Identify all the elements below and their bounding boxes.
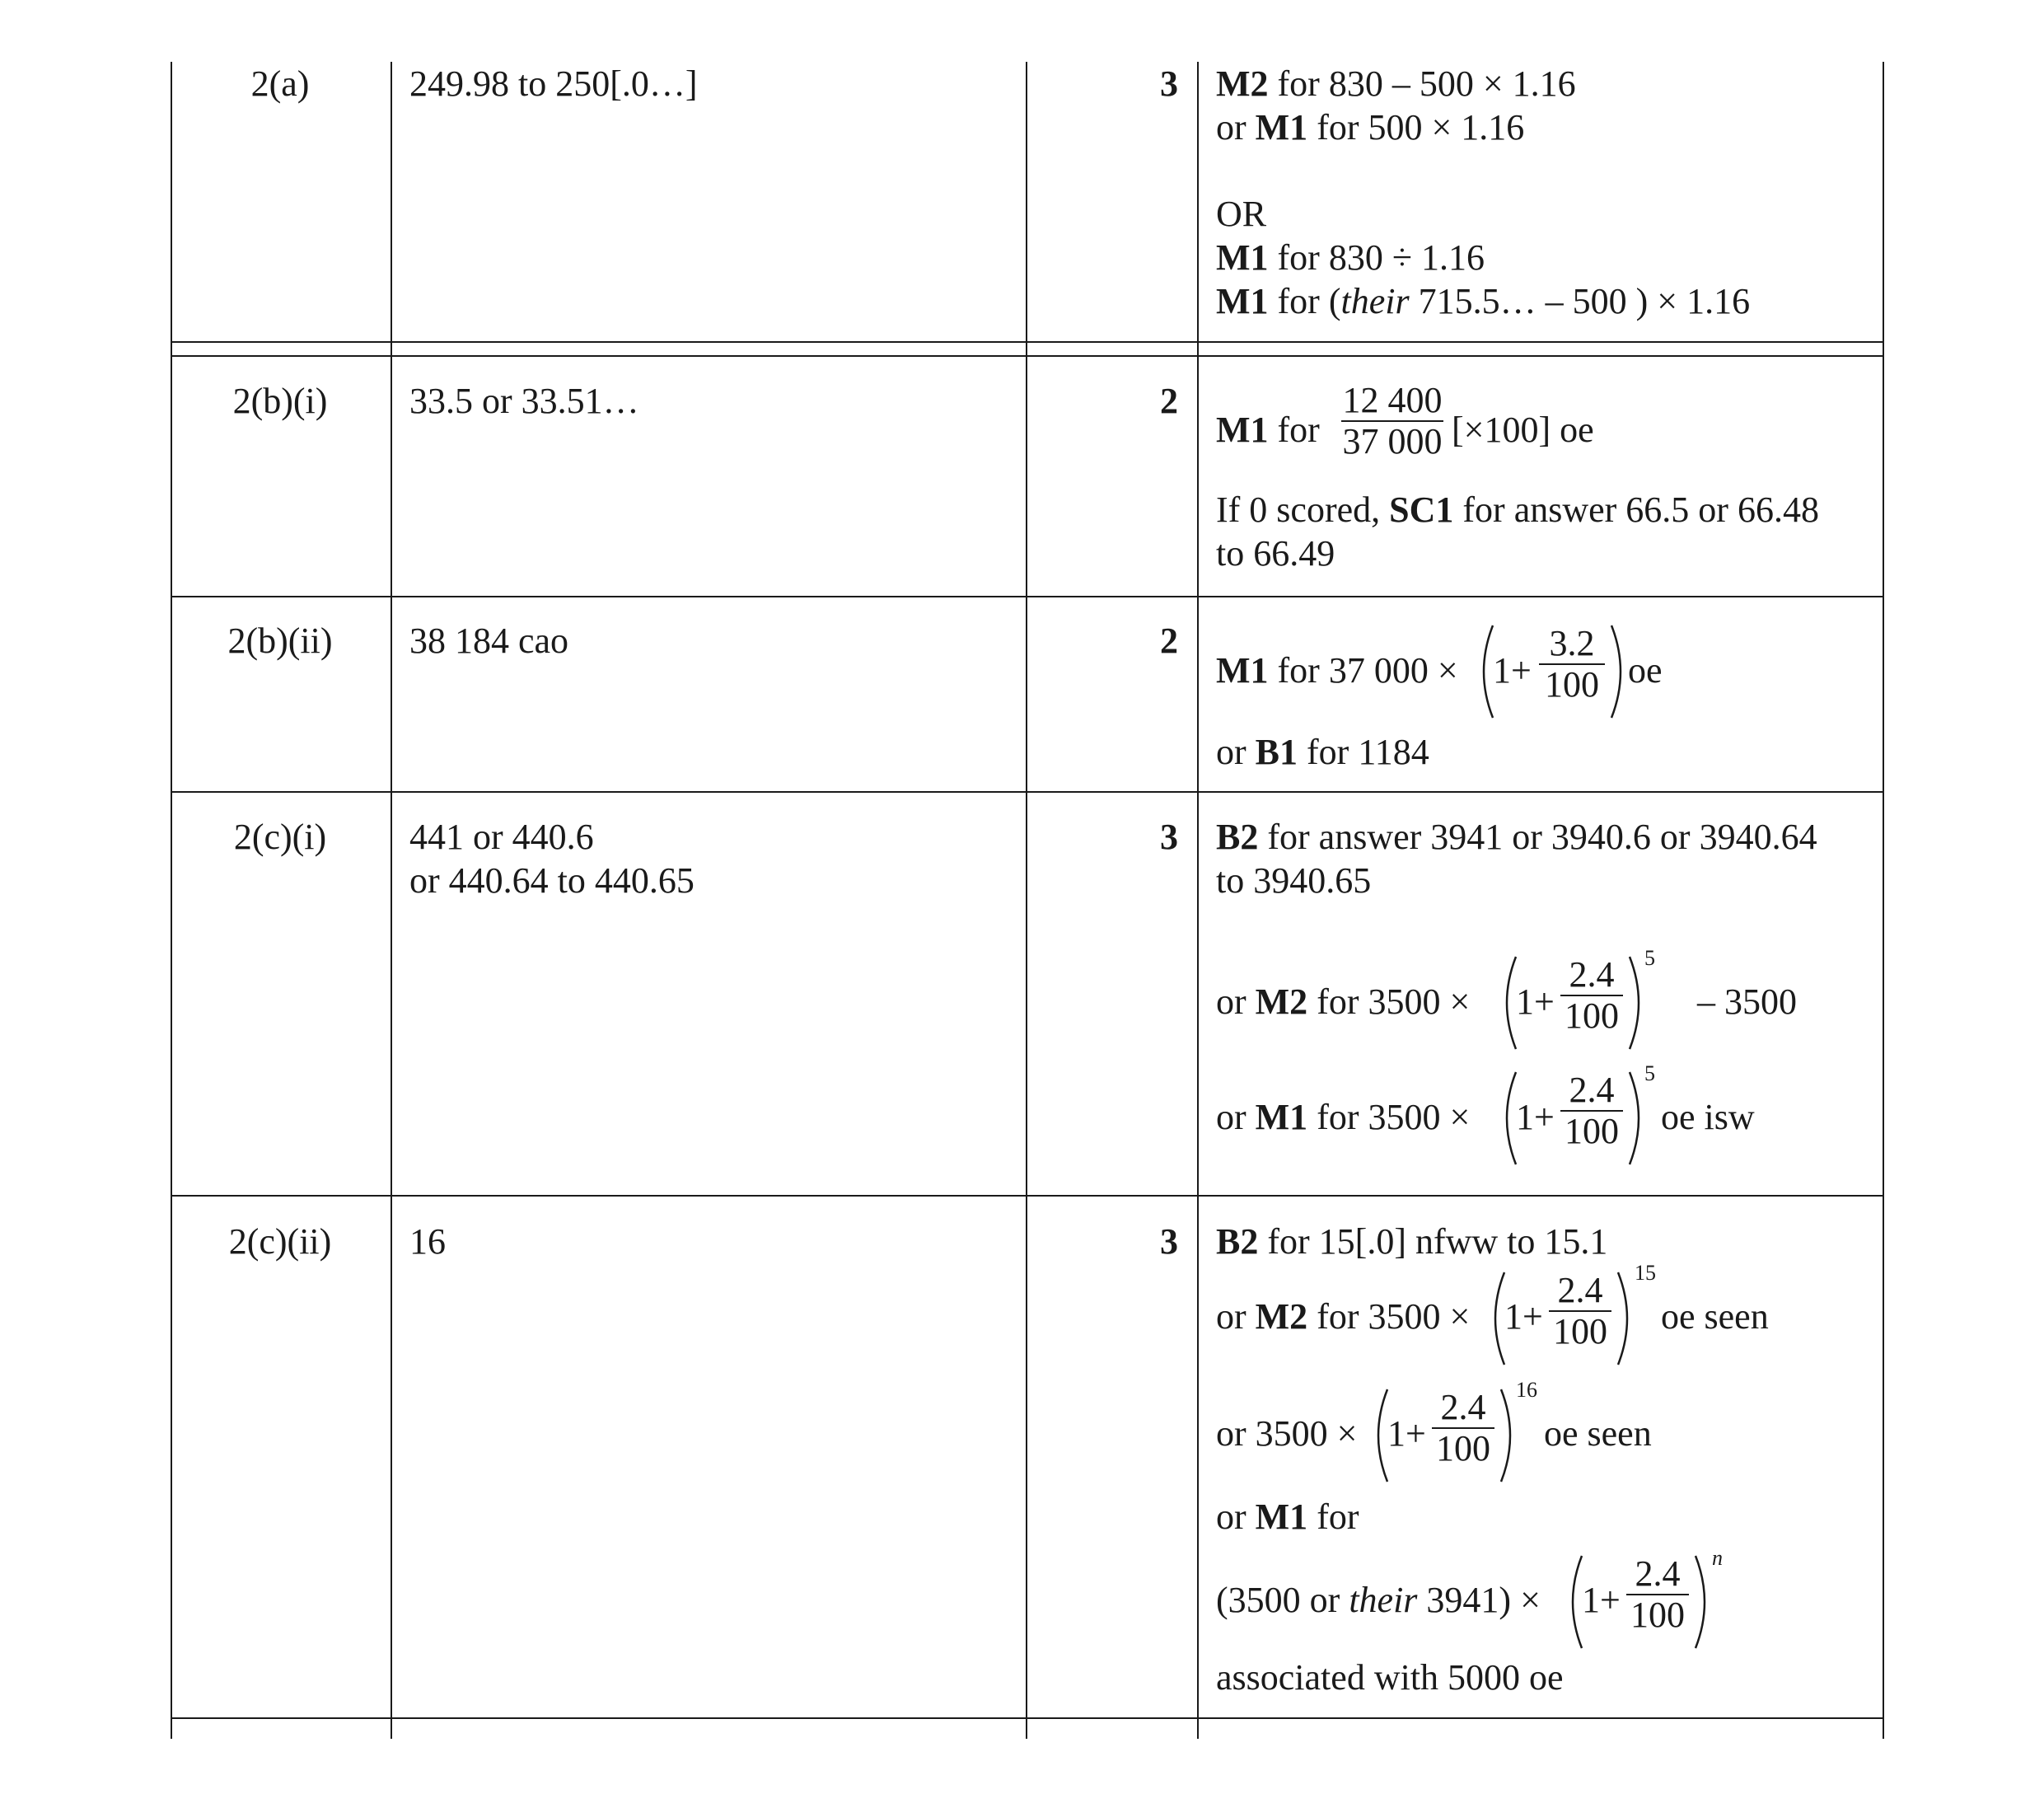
one-plus: 1+ <box>1516 1097 1555 1137</box>
fraction: $\frac{2.4}{100}$ <box>1560 1070 1623 1151</box>
answer-text: 441 or 440.6 <box>409 817 594 857</box>
guidance-line: M1 for <box>1216 410 1320 450</box>
guidance-line: oe <box>1628 650 1663 691</box>
question-number: 2(b)(ii) <box>227 621 333 661</box>
marks-value: 3 <box>1160 1221 1178 1262</box>
exponent: 5 <box>1644 1061 1655 1085</box>
fraction: $\frac{2.4}{100}$ <box>1626 1554 1689 1635</box>
answer-text: 249.98 to 250[.0…] <box>409 63 698 104</box>
marks-value: 3 <box>1160 63 1178 104</box>
guidance-line: M1 for (their 715.5… – 500 ) × 1.16 <box>1216 281 1751 321</box>
exponent: n <box>1712 1546 1723 1570</box>
one-plus: 1+ <box>1387 1413 1426 1454</box>
guidance-line: or M1 for <box>1216 1497 1359 1537</box>
guidance-line: oe seen <box>1544 1413 1652 1454</box>
answer-text: or 440.64 to 440.65 <box>409 860 695 901</box>
guidance-line: M1 for 37 000 × <box>1216 650 1458 691</box>
marks-value: 2 <box>1160 381 1178 421</box>
exponent: 5 <box>1644 946 1655 970</box>
guidance-line: associated with 5000 oe <box>1216 1657 1564 1698</box>
guidance-line: – 3500 <box>1697 981 1797 1022</box>
answer-text: 16 <box>409 1221 446 1262</box>
one-plus: 1+ <box>1582 1580 1621 1620</box>
answer-text: 38 184 cao <box>409 621 569 661</box>
guidance-line: (3500 or their 3941) × <box>1216 1580 1541 1620</box>
guidance-line: or B1 for 1184 <box>1216 732 1429 772</box>
guidance-line: B2 for answer 3941 or 3940.6 or 3940.64 <box>1216 817 1817 857</box>
answer-text: 33.5 or 33.51… <box>409 381 639 421</box>
guidance-line: M2 for 830 – 500 × 1.16 <box>1216 63 1576 104</box>
marks-value: 3 <box>1160 817 1178 857</box>
guidance-line: to 66.49 <box>1216 533 1335 574</box>
fraction: $\frac{2.4}{100}$ <box>1432 1388 1494 1468</box>
guidance-line: OR <box>1216 194 1267 234</box>
guidance-line: or 3500 × <box>1216 1413 1358 1454</box>
fraction: $\frac{2.4}{100}$ <box>1560 955 1623 1036</box>
guidance-line: If 0 scored, SC1 for answer 66.5 or 66.48 <box>1216 489 1819 530</box>
guidance-line: [×100] oe <box>1452 410 1594 450</box>
question-number: 2(a) <box>250 63 310 104</box>
question-number: 2(b)(i) <box>232 381 328 421</box>
one-plus: 1+ <box>1516 981 1555 1022</box>
guidance-line: B2 for 15[.0] nfww to 15.1 <box>1216 1221 1608 1262</box>
guidance-line: to 3940.65 <box>1216 860 1372 901</box>
guidance-line: oe isw <box>1661 1097 1755 1137</box>
exponent: 16 <box>1516 1378 1537 1402</box>
guidance-line: or M1 for 500 × 1.16 <box>1216 107 1525 148</box>
one-plus: 1+ <box>1504 1296 1543 1337</box>
guidance-line: M1 for 830 ÷ 1.16 <box>1216 237 1485 278</box>
guidance-line: oe seen <box>1661 1296 1769 1337</box>
question-number: 2(c)(i) <box>233 817 327 857</box>
marks-value: 2 <box>1160 621 1178 661</box>
guidance-line: or M1 for 3500 × <box>1216 1097 1471 1137</box>
guidance-line: or M2 for 3500 × <box>1216 981 1471 1022</box>
fraction: $\frac{12 400}{37 000}$ <box>1342 380 1443 461</box>
one-plus: 1+ <box>1493 650 1532 691</box>
question-number: 2(c)(ii) <box>228 1221 332 1262</box>
guidance-line: or M2 for 3500 × <box>1216 1296 1471 1337</box>
fraction: $\frac{3.2}{100}$ <box>1539 624 1605 705</box>
fraction: $\frac{2.4}{100}$ <box>1549 1271 1611 1351</box>
exponent: 15 <box>1635 1261 1656 1285</box>
